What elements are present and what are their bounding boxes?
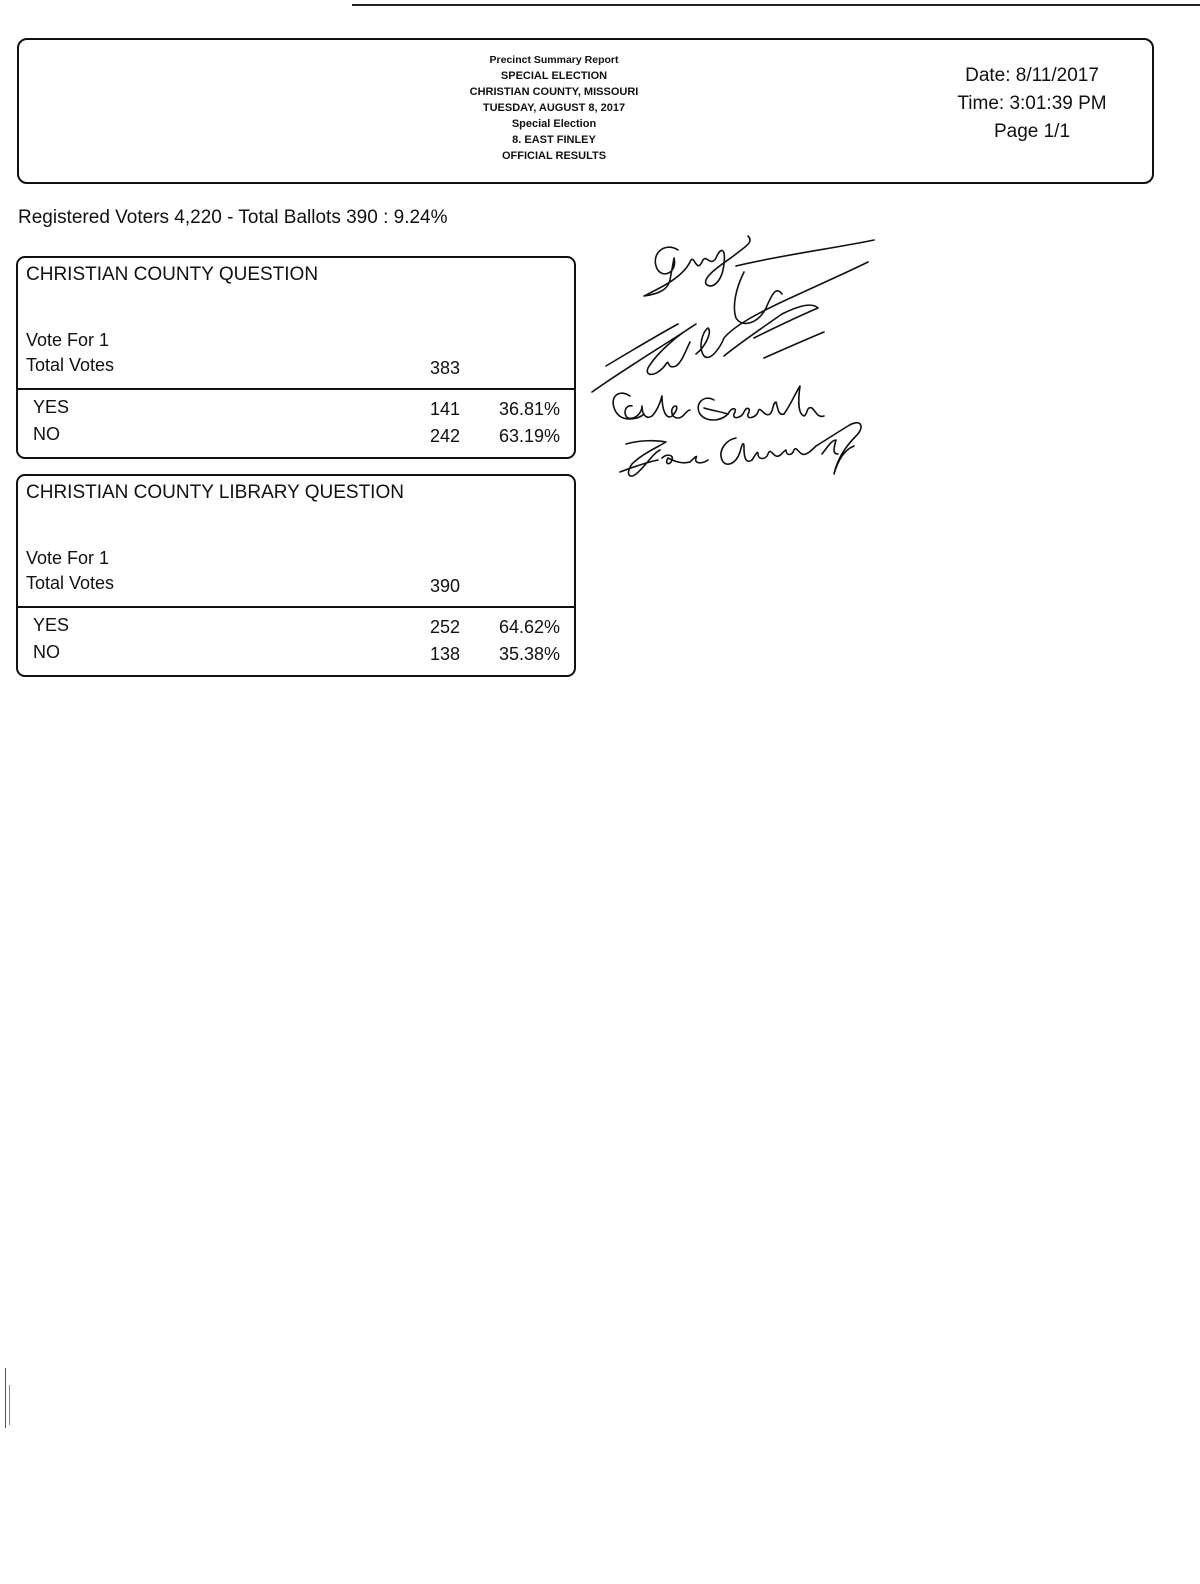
choice-name: NO bbox=[33, 642, 60, 662]
turnout-summary: Registered Voters 4,220 - Total Ballots 390 : 9.24% bbox=[18, 207, 448, 228]
scan-edge-mark bbox=[9, 1385, 10, 1425]
report-heading bbox=[359, 52, 749, 164]
scan-edge-mark bbox=[5, 1368, 6, 1428]
choice-row bbox=[18, 397, 574, 423]
signature-stroke bbox=[724, 305, 818, 356]
choice-percent: 63.19% bbox=[498, 426, 560, 446]
choice-row bbox=[18, 424, 574, 450]
vote-for-label: Vote For 1 bbox=[26, 548, 110, 568]
signature-stroke bbox=[721, 438, 752, 464]
signature-stroke bbox=[644, 236, 750, 296]
total-votes-value: 383 bbox=[429, 358, 460, 378]
signature-stroke bbox=[625, 396, 690, 418]
choice-name: NO bbox=[33, 424, 60, 444]
signature-stroke bbox=[764, 332, 824, 358]
signature-stroke bbox=[728, 402, 784, 418]
choice-votes: 138 bbox=[429, 644, 460, 664]
signature-stroke bbox=[662, 455, 708, 463]
report-meta bbox=[922, 62, 1142, 146]
signature-stroke bbox=[734, 272, 782, 323]
total-votes-label: Total Votes bbox=[26, 355, 115, 375]
signature-stroke bbox=[822, 440, 838, 454]
choice-percent: 35.38% bbox=[498, 644, 560, 664]
contest-box bbox=[16, 256, 576, 459]
signature-stroke bbox=[784, 386, 824, 416]
jurisdiction: CHRISTIAN COUNTY, MISSOURI bbox=[469, 86, 639, 98]
election-type: Special Election bbox=[511, 118, 597, 130]
precinct-name: 8. EAST FINLEY bbox=[512, 134, 596, 146]
choice-row bbox=[18, 642, 574, 668]
report-time: Time: 3:01:39 PM bbox=[957, 93, 1107, 114]
handwritten-signatures bbox=[586, 228, 886, 498]
contest-title: CHRISTIAN COUNTY QUESTION bbox=[26, 264, 319, 285]
contest-box bbox=[16, 474, 576, 677]
signature-stroke bbox=[752, 446, 816, 460]
report-date: Date: 8/11/2017 bbox=[965, 65, 1099, 86]
choice-votes: 141 bbox=[429, 399, 460, 419]
choice-name: YES bbox=[33, 397, 70, 417]
signature-stroke bbox=[626, 441, 666, 476]
choice-votes: 252 bbox=[429, 617, 460, 637]
contest-title: CHRISTIAN COUNTY LIBRARY QUESTION bbox=[26, 482, 404, 503]
election-name: SPECIAL ELECTION bbox=[500, 70, 608, 82]
results-status: OFFICIAL RESULTS bbox=[501, 150, 607, 162]
total-votes-label: Total Votes bbox=[26, 573, 115, 593]
signature-stroke bbox=[736, 240, 874, 266]
choice-votes: 242 bbox=[429, 426, 460, 446]
report-title: Precinct Summary Report bbox=[489, 54, 619, 66]
election-date: TUESDAY, AUGUST 8, 2017 bbox=[482, 102, 626, 114]
choice-percent: 64.62% bbox=[498, 617, 560, 637]
total-votes-value: 390 bbox=[429, 576, 460, 596]
report-header bbox=[17, 38, 1154, 184]
signature-stroke bbox=[592, 324, 696, 392]
choice-percent: 36.81% bbox=[498, 399, 560, 419]
choice-name: YES bbox=[33, 615, 70, 635]
signature-stroke bbox=[620, 460, 658, 472]
page-number: Page 1/1 bbox=[993, 121, 1071, 142]
choice-row bbox=[18, 615, 574, 641]
divider bbox=[18, 606, 574, 608]
vote-for-label: Vote For 1 bbox=[26, 330, 110, 350]
scan-edge-line bbox=[352, 4, 1200, 6]
signature-stroke bbox=[698, 398, 728, 420]
divider bbox=[18, 388, 574, 390]
signature-stroke bbox=[816, 423, 861, 474]
